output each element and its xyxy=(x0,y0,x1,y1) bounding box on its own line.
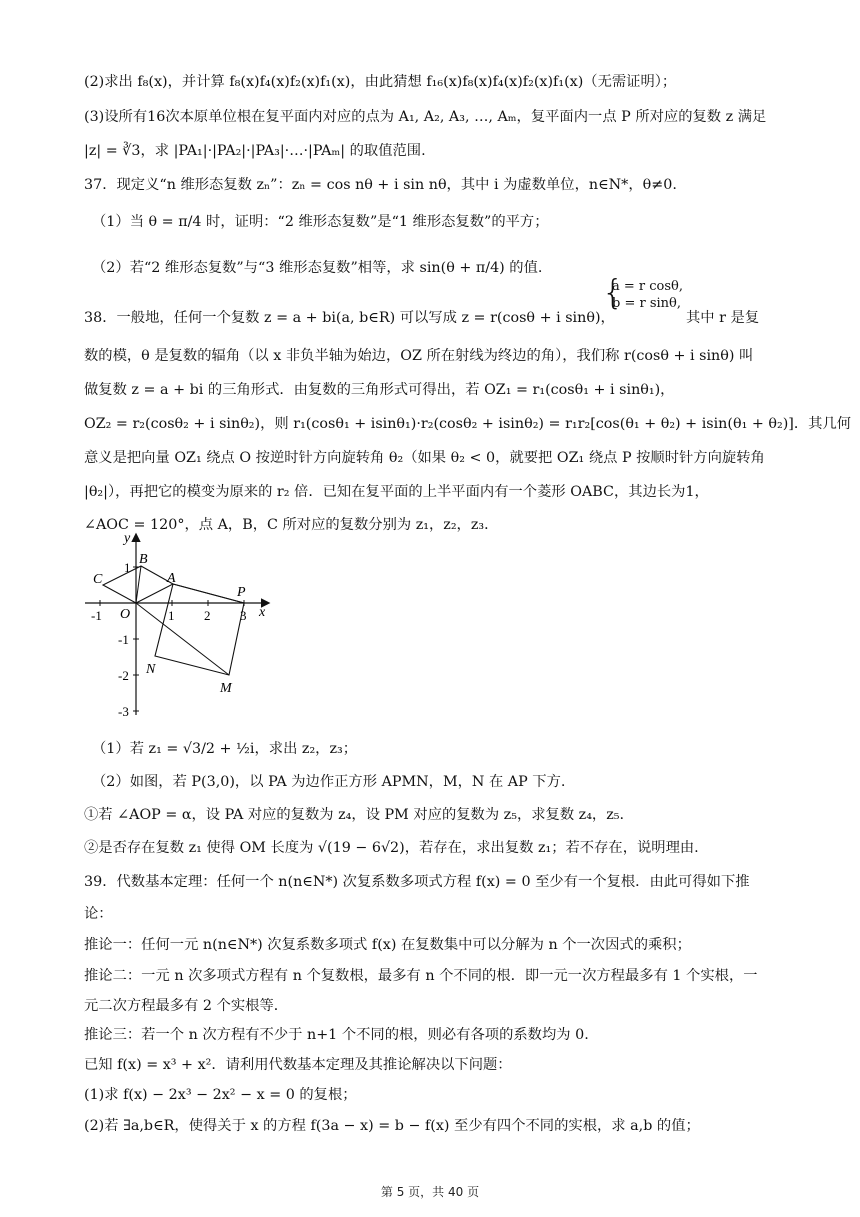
text-line: （1）若 z₁ = √3/2 + ½i，求出 z₂，z₃； xyxy=(92,741,358,757)
text-line: OZ₂ = r₂(cosθ₂ + i sinθ₂)，则 r₁(cosθ₁ + isinθ₁)·r₂(cosθ₂ + isinθ₂) = r₁r₂[cos(θ₁ + θ₂) + isin(θ₁ + θ₂)]．其几何 xyxy=(84,416,852,432)
text-line: 38．一般地，任何一个复数 z = a + bi(a, b∈R) 可以写成 z = r(cosθ + i sinθ)， xyxy=(84,310,615,326)
label-b: B xyxy=(139,552,148,567)
text-line: （1）当 θ = π/4 时，证明：“2 维形态复数”是“1 维形态复数”的平方； xyxy=(92,214,549,230)
left-brace: { xyxy=(602,273,624,313)
tick-label-x-1: 1 xyxy=(168,608,175,623)
brace-row-2: b = r sinθ, xyxy=(612,296,681,311)
text-line: (1)求 f(x) − 2x³ − 2x² − x = 0 的复根； xyxy=(84,1087,357,1103)
text-line: （2）若“2 维形态复数”与“3 维形态复数”相等，求 sin(θ + π/4) 的值. xyxy=(92,260,543,276)
square-apmn xyxy=(155,584,244,675)
trig-form-system xyxy=(602,273,683,313)
text-line: ②是否存在复数 z₁ 使得 OM 长度为 √(19 − 6√2)，若存在，求出复数 z₁；若不存在，说明理由. xyxy=(84,840,699,856)
label-p: P xyxy=(237,585,246,600)
label-c: C xyxy=(93,572,103,587)
text-line: 已知 f(x) = x³ + x²．请利用代数基本定理及其推论解决以下问题： xyxy=(84,1057,512,1073)
text-line: 做复数 z = a + bi 的三角形式．由复数的三角形式可得出，若 OZ₁ = r₁(cosθ₁ + i sinθ₁)， xyxy=(84,382,675,398)
text-line: |θ₂|），再把它的模变为原来的 r₂ 倍．已知在复平面的上半平面内有一个菱形 OABC，其边长为1， xyxy=(84,484,709,500)
tick-label-x-2: 2 xyxy=(204,608,211,623)
text-line: （2）如图，若 P(3,0)，以 PA 为边作正方形 APMN，M，N 在 AP 下方. xyxy=(92,774,566,790)
coordinate-figure xyxy=(80,530,280,720)
text-line: 39．代数基本定理：任何一个 n(n∈N*) 次复系数多项式方程 f(x) = 0 至少有一个复根．由此可得如下推 xyxy=(84,874,750,890)
text-line: 推论一：任何一元 n(n∈N*) 次复系数多项式 f(x) 在复数集中可以分解为 n 个一次因式的乘积； xyxy=(84,937,691,953)
text-line: |z| = ∛3，求 |PA₁|·|PA₂|·|PA₃|·…·|PAₘ| 的取值范围. xyxy=(84,143,426,159)
text-line: 推论二：一元 n 次多项式方程有 n 个复数根，最多有 n 个不同的根．即一元一次方程最多有 1 个实根，一 xyxy=(84,968,758,984)
tick-label-y-1: 1 xyxy=(124,560,131,575)
text-line: (3)设所有16次本原单位根在复平面内对应的点为 A₁, A₂, A₃, …, Aₘ，复平面内一点 P 所对应的复数 z 满足 xyxy=(84,109,767,125)
text-line: 数的模，θ 是复数的辐角（以 x 非负半轴为始边，OZ 所在射线为终边的角），我们称 r(cosθ + i sinθ) 叫 xyxy=(84,348,754,364)
text-line: ①若 ∠AOP = α，设 PA 对应的复数为 z₄，设 PM 对应的复数为 z₅，求复数 z₄，z₅. xyxy=(84,807,625,823)
text-line: 意义是把向量 OZ₁ 绕点 O 按逆时针方向旋转角 θ₂（如果 θ₂ < 0，就要把 OZ₁ 绕点 P 按顺时针方向旋转角 xyxy=(84,450,765,466)
label-y: y xyxy=(124,531,131,546)
text-line: (2)求出 f₈(x)，并计算 f₈(x)f₄(x)f₂(x)f₁(x)，由此猜想 f₁₆(x)f₈(x)f₄(x)f₂(x)f₁(x)（无需证明）； xyxy=(84,74,677,90)
tick-label-x-neg1: -1 xyxy=(91,608,102,623)
label-o: O xyxy=(120,607,131,622)
text-line: 推论三：若一个 n 次方程有不少于 n+1 个不同的根，则必有各项的系数均为 0. xyxy=(84,1027,589,1043)
label-m: M xyxy=(220,681,232,696)
label-a: A xyxy=(167,571,176,586)
page-footer: 第 5 页，共 40 页 xyxy=(380,1185,480,1199)
tick-label-y-neg2: -2 xyxy=(118,668,129,683)
brace-row-1: a = r cosθ, xyxy=(612,279,683,294)
label-n: N xyxy=(146,662,156,677)
tick-label-y-neg1: -1 xyxy=(118,632,129,647)
text-line: 元二次方程最多有 2 个实根等． xyxy=(84,998,289,1014)
text-line: (2)若 ∃a,b∈R，使得关于 x 的方程 f(3a − x) = b − f(x) 至少有四个不同的实根，求 a,b 的值； xyxy=(84,1118,700,1134)
text-line: 其中 r 是复 xyxy=(686,310,760,326)
text-line: 37．现定义“n 维形态复数 zₙ”：zₙ = cos nθ + i sin nθ，其中 i 为虚数单位，n∈N*，θ≠0. xyxy=(84,177,677,193)
label-x: x xyxy=(259,605,266,620)
text-line: ∠AOC = 120°，点 A，B，C 所对应的复数分别为 z₁，z₂，z₃． xyxy=(84,517,499,533)
tick-label-y-neg3: -3 xyxy=(118,704,129,719)
tick-label-x-3: 3 xyxy=(240,608,247,623)
text-line: 论： xyxy=(84,906,113,922)
